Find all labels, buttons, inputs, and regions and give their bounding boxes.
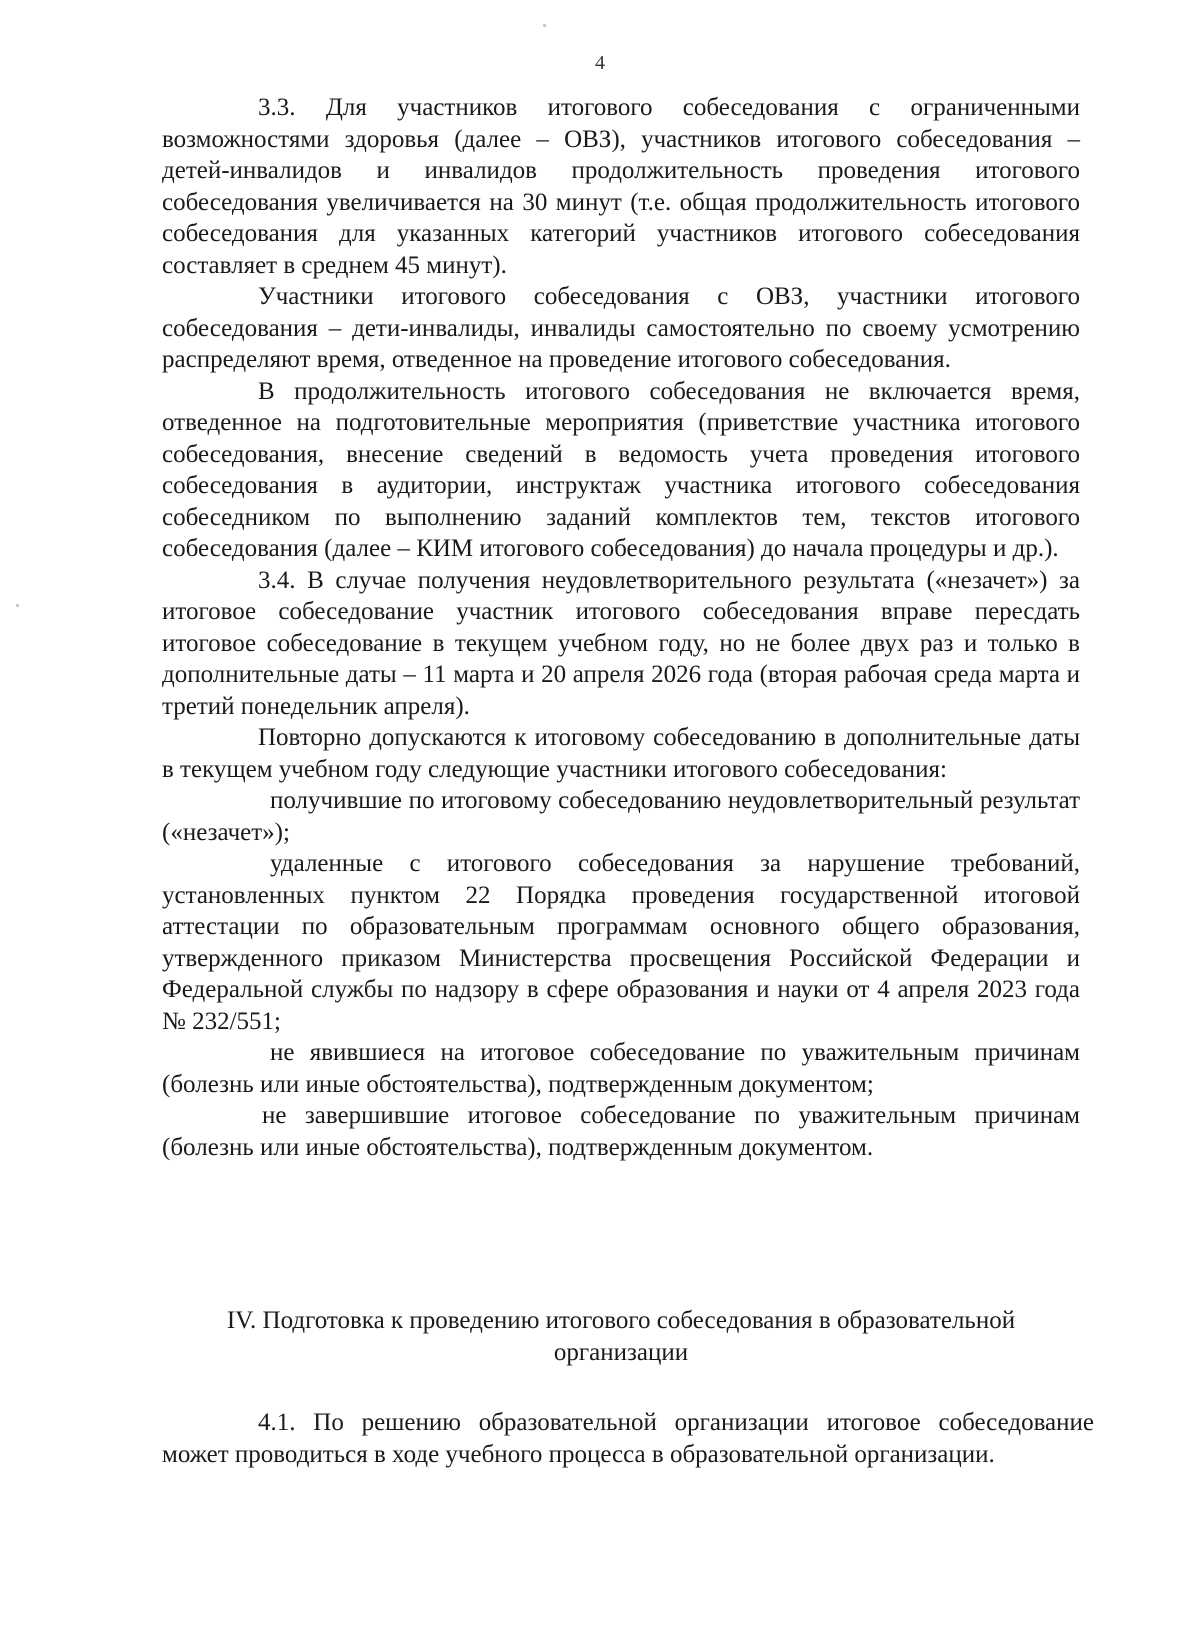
paragraph-3-3: 3.3. Для участников итогового собеседования с ограниченными возможностями здоровья (далее – ОВЗ), участников итогового собеседования – детей-инвалидов и инвалидов продолжительность проведения итогового собеседования увеличивается на 30 минут (т.е. общая продолжительность итогового собеседования для указанных категорий участников итогового собеседования составляет в среднем 45 минут).: [162, 94, 1080, 279]
paragraph-repeat-admission: Повторно допускаются к итоговому собеседованию в дополнительные даты в текущем учебном году следующие участники итогового собеседования:: [162, 724, 1080, 783]
list-item-not-completed: не завершившие итоговое собеседование по уважительным причинам (болезнь или иные обстоятельства), подтвержденным документом.: [162, 1102, 1080, 1161]
section-heading-line-2: организации: [553, 1338, 689, 1366]
list-item-absent: не явившиеся на итоговое собеседование по уважительным причинам (болезнь или иные обстоятельства), подтвержденным документом;: [162, 1039, 1080, 1098]
document-body: [162, 92, 1080, 1163]
paragraph-3-4: 3.4. В случае получения неудовлетворительного результата («незачет») за итоговое собеседование участник итогового собеседования вправе пересдать итоговое собеседование в текущем учебном году, но не более двух раз и только в дополнительные даты – 11 марта и 20 апреля 2026 года (вторая рабочая среда марта и третий понедельник апреля).: [162, 566, 1080, 720]
scan-speck: [543, 24, 546, 27]
list-item-removed: удаленные с итогового собеседования за нарушение требований, установленных пунктом 22 Порядка проведения государственной итоговой аттестации по образовательным программам основного общего образования, утвержденного приказом Министерства просвещения Российской Федерации и Федеральной службы по надзору в сфере образования и науки от 4 апреля 2023 года № 232/551;: [162, 850, 1080, 1035]
section-heading-line-1: IV. Подготовка к проведению итогового собеседования в образовательной: [226, 1307, 1016, 1334]
list-item-failed: получившие по итоговому собеседованию неудовлетворительный результат («незачет»);: [162, 787, 1080, 846]
section-4-body: [162, 1407, 1094, 1470]
paragraph-ovz-time-distribution: Участники итогового собеседования с ОВЗ, участники итогового собеседования – дети-инвалиды, инвалиды самостоятельно по своему усмотрению распределяют время, отведенное на проведение итогового собеседования.: [162, 283, 1080, 373]
scan-speck: [16, 604, 19, 607]
paragraph-4-1: 4.1. По решению образовательной организации итоговое собеседование может проводиться в ходе учебного процесса в образовательной организации.: [162, 1409, 1094, 1468]
section-heading: [162, 1305, 1080, 1368]
paragraph-duration-exclusions: В продолжительность итогового собеседования не включается время, отведенное на подготовительные мероприятия (приветствие участника итогового собеседования, внесение сведений в ведомость учета проведения итогового собеседования в аудитории, инструктаж участника итогового собеседования собеседником по выполнению заданий комплектов тем, текстов итогового собеседования (далее – КИМ итогового собеседования) до начала процедуры и др.).: [162, 377, 1080, 562]
page-number: 4: [595, 52, 605, 74]
